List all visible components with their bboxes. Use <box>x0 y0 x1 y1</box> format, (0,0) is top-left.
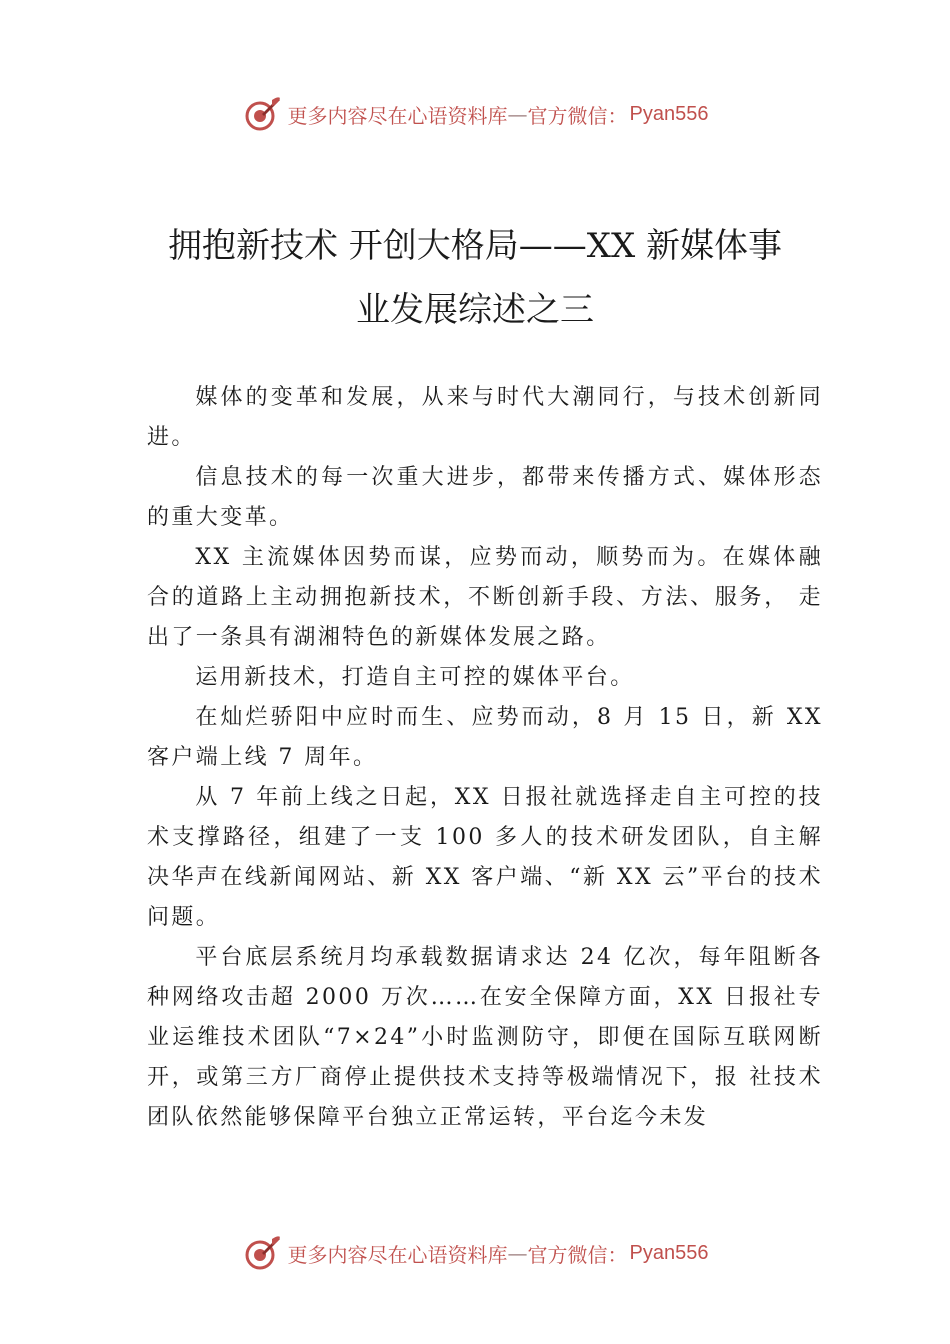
banner-wechat-id: Pyan556 <box>629 102 709 125</box>
paragraph: 平台底层系统月均承载数据请求达 24 亿次，每年阻断各种网络攻击超 2000 万次……在安全保障方面，XX 日报社专业运维技术团队“7×24”小时监测防守，即便在国际互联网断开，或第三方厂商停止提供技术支持等极端情况下，报 社技术团队依然能够保障平台独立正常运转，平台迄今未发 <box>147 945 823 1130</box>
banner-wechat-id: Pyan556 <box>629 1241 709 1264</box>
paragraph: 在灿烂骄阳中应时而生、应势而动，8 月 15 日，新 XX 客户端上线 7 周年。 <box>147 705 823 770</box>
banner-separator: — <box>507 1241 528 1265</box>
document-title-line2: 业发展综述之三 <box>356 290 594 330</box>
document-title-line1: 拥抱新技术 开创大格局——XX 新媒体事 <box>167 226 783 266</box>
paragraph: 运用新技术，打造自主可控的媒体平台。 <box>195 665 635 690</box>
quill-pen-logo-icon <box>242 1233 282 1273</box>
banner-slogan: 更多内容尽在心语资料库 <box>287 103 508 128</box>
banner-slogan: 更多内容尽在心语资料库 <box>287 1242 508 1267</box>
document-body <box>147 378 823 1138</box>
header-banner <box>0 92 950 136</box>
paragraph: 信息技术的每一次重大进步，都带来传播方式、媒体形态的重大变革。 <box>147 465 823 530</box>
banner-wechat-label: 官方微信： <box>527 103 628 128</box>
document-title <box>120 214 830 342</box>
banner-wechat-label: 官方微信： <box>527 1242 628 1267</box>
paragraph: 媒体的变革和发展，从来与时代大潮同行，与技术创新同进。 <box>147 385 823 450</box>
footer-banner <box>0 1231 950 1275</box>
paragraph: XX 主流媒体因势而谋，应势而动，顺势而为。在媒体融合的道路上主动拥抱新技术，不断创新手段、方法、服务， 走出了一条具有湖湘特色的新媒体发展之路。 <box>147 545 823 650</box>
quill-pen-logo-icon <box>242 94 282 134</box>
paragraph: 从 7 年前上线之日起，XX 日报社就选择走自主可控的技术支撑路径，组建了一支 100 多人的技术研发团队，自主解决华声在线新闻网站、新 XX 客户端、“新 XX 云”平台的技术问题。 <box>147 785 823 930</box>
banner-separator: — <box>507 102 528 126</box>
